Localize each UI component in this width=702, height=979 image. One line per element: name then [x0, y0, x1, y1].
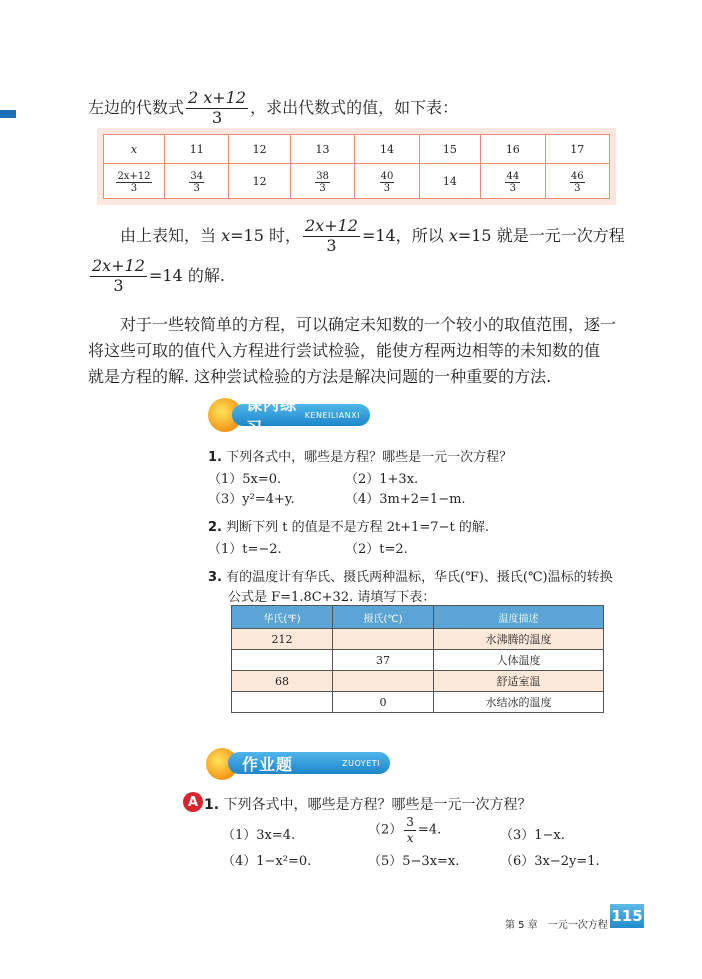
- table-cell: 15: [419, 135, 480, 164]
- fraction-numerator: 40: [380, 170, 394, 182]
- list-item: （4）1−x²=0.: [222, 854, 312, 869]
- intro-fraction: [186, 90, 248, 127]
- table-cell: [545, 164, 609, 199]
- table-cell: 13: [290, 135, 354, 164]
- fraction-denominator: 3: [574, 182, 581, 194]
- level-a-badge: A: [183, 792, 203, 812]
- fraction: [303, 218, 360, 255]
- table-cell: [232, 650, 333, 671]
- fraction-numerator: 2 x+12: [188, 88, 247, 107]
- fraction: [404, 816, 416, 844]
- section-subtitle: KENEILIANXI: [304, 410, 360, 420]
- list-item: （1）3x=4.: [222, 828, 296, 843]
- fraction: [90, 258, 147, 295]
- homework-question-1: [204, 794, 532, 814]
- paragraph-conclusion-line1: [120, 218, 625, 255]
- intro-suffix: ，求出代数式的值，如下表：: [250, 97, 459, 117]
- question-text: 有的温度计有华氏、摄氏两种温标，华氏(℉)、摄氏(℃)温标的转换: [226, 570, 613, 585]
- variable-x: x: [448, 225, 458, 245]
- paragraph-method-line2: 将这些可取的值代入方程进行尝试检验，能使方程两边相等的未知数的值: [88, 341, 601, 360]
- table-cell: 12: [229, 135, 290, 164]
- fraction-denominator: 3: [383, 182, 391, 194]
- question-number: 1.: [204, 797, 220, 813]
- practice-question-1: [208, 446, 512, 465]
- table-cell: 舒适室温: [434, 671, 604, 692]
- table-row: [232, 671, 604, 692]
- list-item: （6）3x−2y=1.: [500, 854, 600, 869]
- table-cell: [481, 164, 545, 199]
- table-cell: [333, 671, 434, 692]
- table-cell: 11: [165, 135, 229, 164]
- table-cell: 14: [355, 135, 419, 164]
- practice-question-3: [208, 566, 613, 585]
- column-header-description: 温度描述: [434, 606, 604, 629]
- table-header-x: x: [104, 135, 165, 164]
- table-row: [232, 692, 604, 713]
- text-segment: （2）: [368, 822, 403, 838]
- fraction-numerator: 3: [406, 815, 414, 829]
- table-row: [232, 650, 604, 671]
- text-segment: =4.: [417, 822, 442, 838]
- question-text: 下列各式中，哪些是方程？哪些是一元一次方程？: [226, 450, 513, 465]
- table-row: [232, 629, 604, 650]
- list-item: （3）y²=4+y.: [208, 492, 295, 507]
- fraction-numerator: 2x+12: [304, 216, 358, 235]
- practice-section-banner: [232, 395, 370, 437]
- text-segment: 由上表知，当: [120, 225, 222, 245]
- variable-x: x: [221, 225, 231, 245]
- fraction-numerator: 34: [190, 170, 204, 182]
- paragraph-method-line3: 就是方程的解. 这种尝试检验的方法是解决问题的一种重要的方法.: [88, 367, 552, 386]
- fraction-denominator: x: [406, 830, 414, 845]
- fraction-denominator: 3: [193, 182, 200, 194]
- fraction-numerator: 2x+12: [117, 170, 151, 182]
- table-row-x: [104, 135, 610, 164]
- section-title: 课内练习: [246, 395, 298, 437]
- table-cell: 68: [232, 671, 333, 692]
- fraction-denominator: 3: [319, 182, 326, 194]
- list-item: （5）5−3x=x.: [368, 854, 460, 869]
- fraction-numerator: 44: [506, 170, 520, 182]
- intro-line: [88, 90, 458, 127]
- column-header-fahrenheit: 华氏(℉): [232, 606, 333, 629]
- question-text: 判断下列 t 的值是不是方程 2t+1=7−t 的解.: [226, 520, 489, 535]
- practice-question-2: [208, 516, 489, 535]
- paragraph-conclusion-line2: [88, 258, 225, 295]
- table-cell: [333, 629, 434, 650]
- list-item: （3）1−x.: [500, 828, 565, 843]
- section-subtitle: ZUOYETI: [342, 758, 380, 768]
- table-header-row: [232, 606, 604, 629]
- value-table: [103, 134, 610, 199]
- table-cell: 水结冰的温度: [434, 692, 604, 713]
- fraction-denominator: 3: [509, 182, 516, 194]
- question-number: 1.: [208, 450, 222, 465]
- table-cell: 0: [333, 692, 434, 713]
- table-cell: 12: [229, 164, 290, 199]
- fraction-denominator: 3: [113, 275, 124, 295]
- list-item: （1）5x=0.: [208, 472, 282, 487]
- table-cell: 37: [333, 650, 434, 671]
- table-header-expression: [104, 164, 165, 199]
- list-item: （4）3m+2=1−m.: [345, 492, 466, 507]
- fraction-denominator: 3: [130, 182, 138, 194]
- table-cell: 人体温度: [434, 650, 604, 671]
- question-number: 2.: [208, 520, 222, 535]
- text-segment: =14，所以: [361, 225, 449, 245]
- table-cell: 水沸腾的温度: [434, 629, 604, 650]
- table-row-expression: [104, 164, 610, 199]
- table-cell: [355, 164, 419, 199]
- table-cell: [165, 164, 229, 199]
- fraction-numerator: 38: [316, 170, 329, 182]
- intro-prefix: 左边的代数式: [88, 97, 185, 117]
- table-cell: [290, 164, 354, 199]
- table-cell: 212: [232, 629, 333, 650]
- text-segment: =14 的解.: [148, 265, 225, 285]
- page-number: 115: [610, 904, 644, 928]
- temperature-table: [231, 605, 604, 713]
- fraction-denominator: 3: [211, 107, 223, 127]
- text-segment: =15 时，: [230, 225, 301, 245]
- fraction-numerator: 2x+12: [92, 256, 145, 275]
- question-number: 3.: [208, 570, 222, 585]
- table-cell: 14: [419, 164, 480, 199]
- question-text-continued: 公式是 F=1.8C+32. 请填写下表：: [228, 590, 436, 605]
- column-header-celsius: 摄氏(℃): [333, 606, 434, 629]
- list-item: [368, 816, 441, 844]
- table-cell: 16: [481, 135, 545, 164]
- question-text: 下列各式中，哪些是方程？哪些是一元一次方程？: [223, 797, 532, 813]
- list-item: （2）1+3x.: [345, 472, 419, 487]
- paragraph-method-line1: 对于一些较简单的方程，可以确定未知数的一个较小的取值范围，逐一: [120, 315, 617, 334]
- chapter-label: 第 5 章 一元一次方程: [505, 920, 608, 931]
- text-segment: =15 就是一元一次方程: [457, 225, 625, 245]
- section-title: 作业题: [242, 754, 294, 774]
- list-item: （2）t=2.: [345, 542, 408, 557]
- homework-section-banner: [228, 752, 390, 774]
- table-cell: 17: [545, 135, 609, 164]
- fraction-numerator: 46: [570, 170, 584, 182]
- list-item: （1）t=−2.: [208, 542, 282, 557]
- fraction-denominator: 3: [326, 235, 337, 255]
- margin-tab-marker: [0, 110, 16, 118]
- table-cell: [232, 692, 333, 713]
